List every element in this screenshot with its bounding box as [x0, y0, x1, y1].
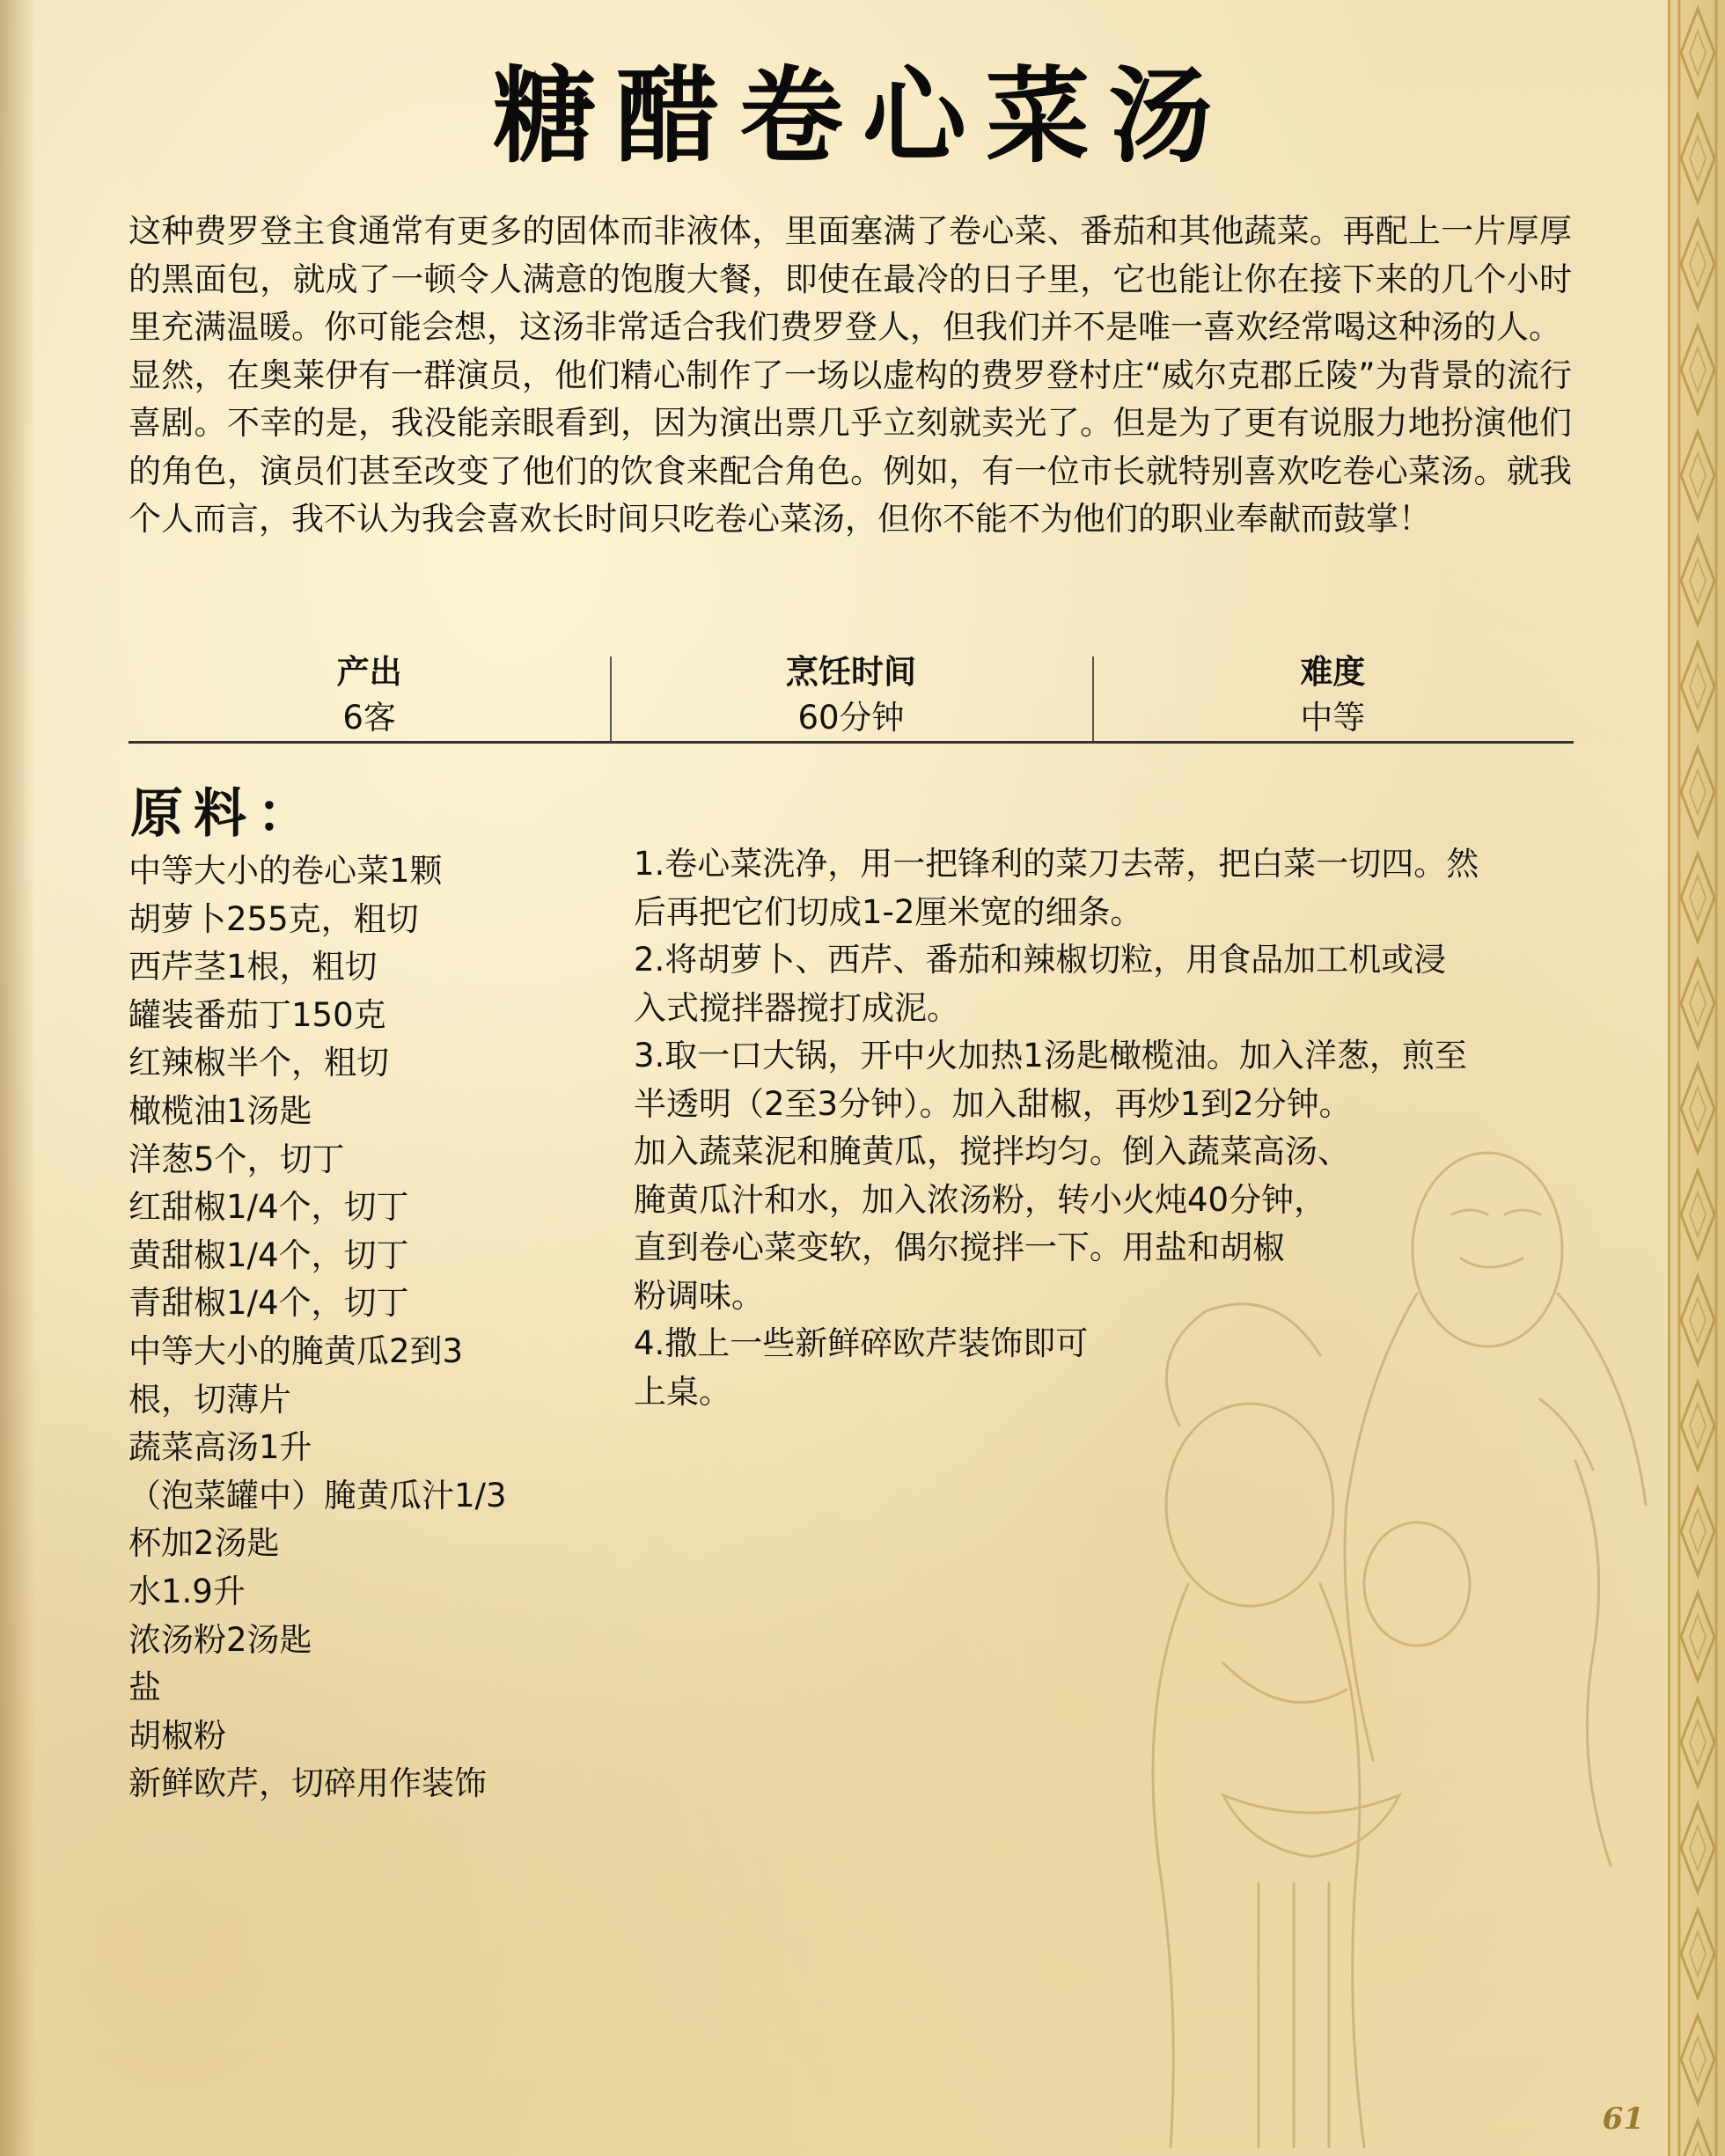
instruction-line: 粉调味。 [634, 1276, 764, 1315]
ingredients-heading: 原料： [130, 783, 320, 845]
ingredient-item: 中等大小的卷心菜1颗 [128, 852, 443, 890]
ingredient-item: 洋葱5个，切丁 [128, 1140, 345, 1178]
instruction-line: 1.卷心菜洗净，用一把锋利的菜刀去蒂，把白菜一切四。然 [634, 845, 1479, 883]
instruction-line: 腌黄瓜汁和水，加入浓汤粉，转小火炖40分钟， [634, 1180, 1327, 1219]
ingredient-item: 胡椒粉 [128, 1716, 226, 1755]
stat-time-value: 60分钟 [797, 699, 905, 737]
stat-time-label: 烹饪时间 [785, 653, 916, 691]
instruction-line: 3.取一口大锅，开中火加热1汤匙橄榄油。加入洋葱，煎至 [634, 1037, 1467, 1074]
page-number: 61 [1602, 2101, 1644, 2137]
instruction-line: 加入蔬菜泥和腌黄瓜，搅拌均匀。倒入蔬菜高汤、 [634, 1133, 1350, 1170]
ingredient-item: （泡菜罐中）腌黄瓜汁1/3 [128, 1476, 507, 1514]
ingredient-item: 中等大小的腌黄瓜2到3 [128, 1331, 464, 1370]
instructions-list [634, 840, 1575, 1416]
ingredient-item: 青甜椒1/4个，切丁 [128, 1284, 409, 1323]
ingredient-item: 红辣椒半个，粗切 [128, 1044, 389, 1082]
instruction-line: 4.撒上一些新鲜碎欧芹装饰即可 [634, 1324, 1089, 1362]
ingredient-item: 浓汤粉2汤匙 [128, 1620, 312, 1659]
ingredient-item: 盐 [128, 1668, 161, 1707]
ingredient-item: 蔬菜高汤1升 [128, 1428, 312, 1467]
instruction-line: 2.将胡萝卜、西芹、番茄和辣椒切粒，用食品加工机或浸 [634, 941, 1447, 979]
page-spine-shadow [0, 0, 35, 2156]
stat-difficulty-label: 难度 [1300, 653, 1366, 691]
ingredient-item: 黄甜椒1/4个，切丁 [128, 1236, 409, 1274]
instruction-line: 上桌。 [634, 1372, 731, 1411]
ingredient-item: 水1.9升 [128, 1572, 246, 1610]
recipe-stats [128, 649, 1574, 744]
ingredient-item: 罐装番茄丁150克 [128, 995, 386, 1034]
ingredients-list [128, 847, 586, 1808]
stat-yield-label: 产出 [336, 653, 402, 691]
intro-text [128, 208, 1572, 544]
instruction-line: 后再把它们切成1-2厘米宽的细条。 [634, 892, 1143, 931]
ingredient-item: 西芹茎1根，粗切 [128, 948, 378, 986]
instruction-line: 直到卷心菜变软，偶尔搅拌一下。用盐和胡椒 [634, 1228, 1285, 1266]
ingredient-item: 新鲜欧芹，切碎用作装饰 [128, 1764, 487, 1803]
stat-difficulty [1092, 649, 1574, 741]
ingredient-item: 红甜椒1/4个，切丁 [128, 1188, 409, 1227]
page-title: 糖醋卷心菜汤 [492, 55, 1232, 177]
stat-yield [128, 649, 610, 741]
ingredient-item: 根，切薄片 [128, 1380, 291, 1419]
stat-time [610, 649, 1091, 741]
decorative-border [1668, 0, 1725, 2156]
ingredient-item: 胡萝卜255克，粗切 [128, 899, 419, 938]
border-pattern-icon [1670, 0, 1725, 2156]
ingredient-item: 橄榄油1汤匙 [128, 1091, 312, 1130]
stat-yield-value: 6客 [342, 699, 396, 737]
instruction-line: 入式搅拌器搅打成泥。 [634, 988, 959, 1027]
instruction-line: 半透明（2至3分钟）。加入甜椒，再炒1到2分钟。 [634, 1084, 1352, 1123]
intro-paragraph-2: 显然，在奥莱伊有一群演员，他们精心制作了一场以虚构的费罗登村庄“威尔克郡丘陵”为背景的流行喜剧。不幸的是，我没能亲眼看到，因为演出票几乎立刻就卖光了。但是为了更有说服力地扮演他们的角色，演员们甚至改变了他们的饮食来配合角色。例如，有一位市长就特别喜欢吃卷心菜汤。就我个人而言，我不认为我会喜欢长时间只吃卷心菜汤，但你不能不为他们的职业奉献而鼓掌！ [128, 356, 1572, 538]
stat-difficulty-value: 中等 [1300, 699, 1366, 737]
ingredient-item: 杯加2汤匙 [128, 1524, 280, 1563]
intro-paragraph-1: 这种费罗登主食通常有更多的固体而非液体，里面塞满了卷心菜、番茄和其他蔬菜。再配上一片厚厚的黑面包，就成了一顿令人满意的饱腹大餐，即使在最冷的日子里，它也能让你在接下来的几个小时里充满温暖。你可能会想，这汤非常适合我们费罗登人，但我们并不是唯一喜欢经常喝这种汤的人。 [128, 212, 1572, 346]
